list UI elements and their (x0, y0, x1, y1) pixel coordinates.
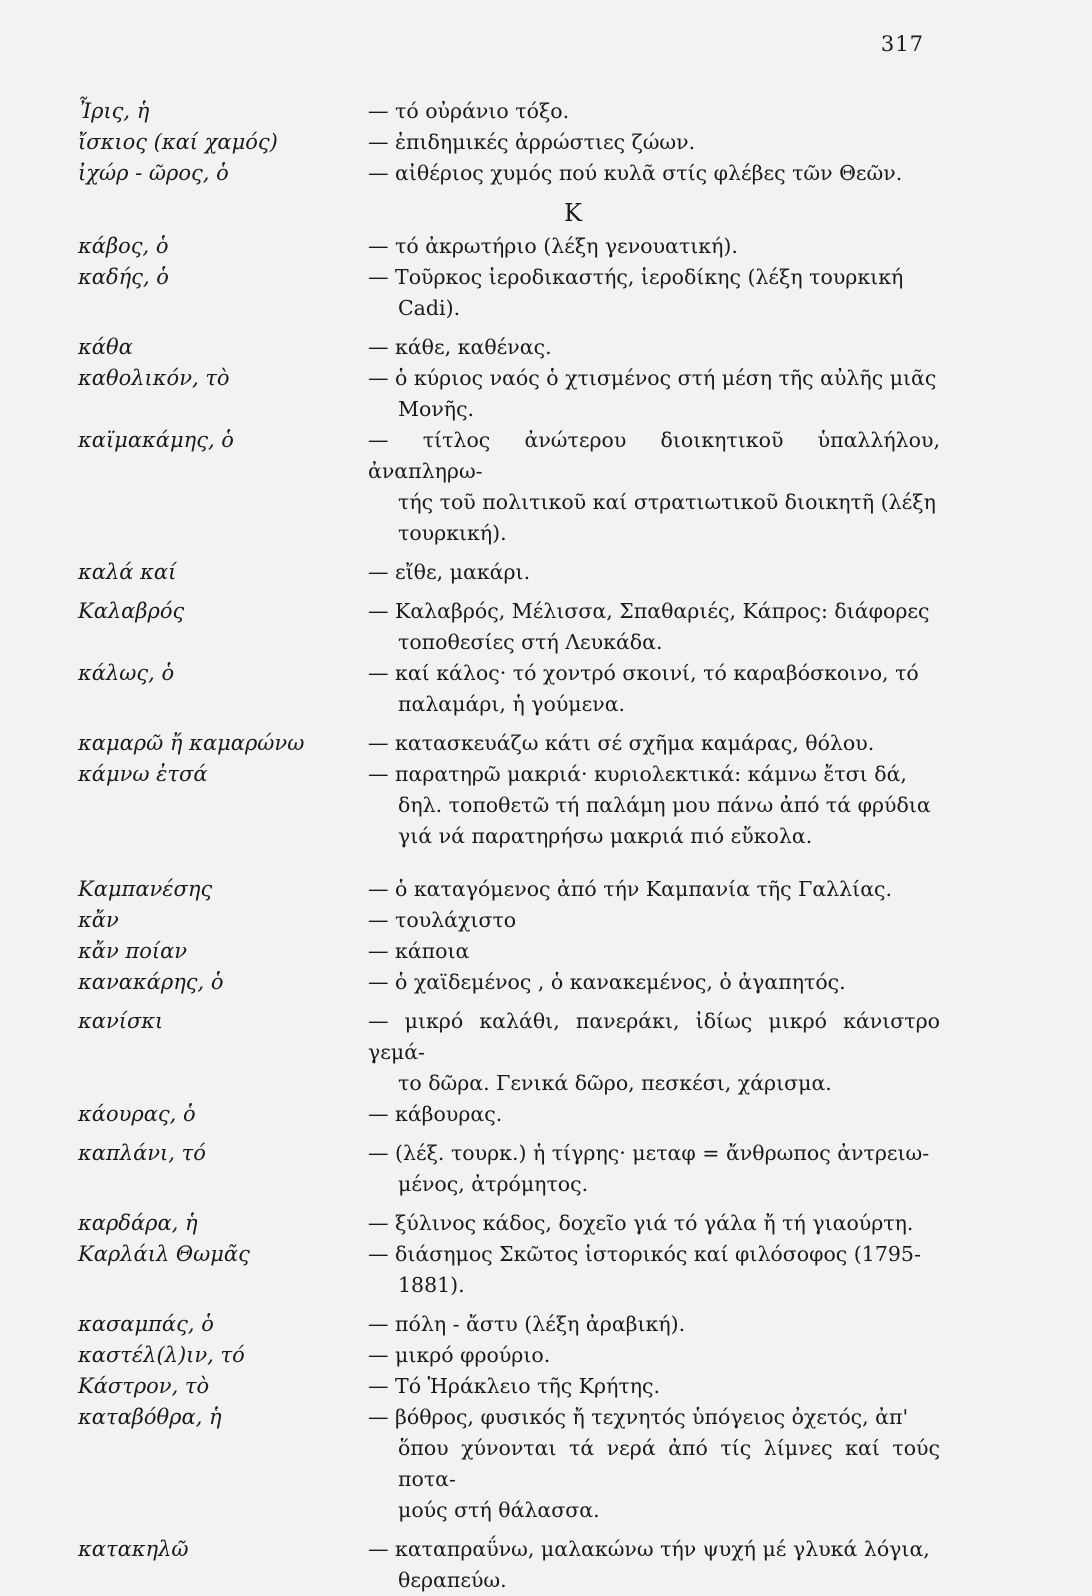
entry-term: καμαρῶ ἤ καμαρώνω (78, 731, 305, 755)
definition-line: τουρκική). (398, 521, 507, 545)
entry-term: καδής, ὁ (78, 265, 169, 289)
entry-term: ἰχώρ - ῶρος, ὁ (78, 161, 229, 185)
entry-definition (368, 363, 948, 425)
entry-term: κἄν (78, 908, 119, 932)
glossary-entry (78, 1309, 948, 1340)
entry-term: καστέλ(λ)ιν, τό (78, 1343, 245, 1367)
glossary-entry (78, 1402, 948, 1526)
entry-definition (368, 759, 948, 852)
glossary-entry (78, 1208, 948, 1239)
entry-definition (368, 231, 948, 262)
definition-line: — καί κάλος· τό χοντρό σκοινί, τό καραβόσκοινο, τό (368, 661, 919, 685)
definition-line: — κάθε, καθένας. (368, 335, 552, 359)
entry-term: καπλάνι, τό (78, 1141, 206, 1165)
glossary-entry (78, 936, 948, 967)
glossary-entry (78, 967, 948, 998)
glossary-entry (78, 557, 948, 588)
glossary-entry (78, 1006, 948, 1099)
entry-definition (368, 1309, 948, 1340)
definition-line: — κάποια (368, 939, 470, 963)
entry-definition (368, 425, 948, 549)
entry-term: κανακάρης, ὁ (78, 970, 224, 994)
entry-term: κατακηλῶ (78, 1537, 189, 1561)
glossary-entry (78, 363, 948, 425)
glossary-entry (78, 596, 948, 658)
entry-term: κἄν ποίαν (78, 939, 188, 963)
entry-term: καθολικόν, τὸ (78, 366, 230, 390)
definition-line: παλαμάρι, ἡ γούμενα. (398, 692, 626, 716)
definition-line: — παρατηρῶ μακριά· κυριολεκτικά: κάμνω ἔτσι δά, (368, 762, 907, 786)
definition-line: — μικρό φρούριο. (368, 1343, 551, 1367)
entry-definition (368, 1340, 948, 1371)
glossary-entry (78, 231, 948, 262)
entry-definition (368, 1402, 948, 1526)
definition-line: — κατασκευάζω κάτι σέ σχῆμα καμάρας, θόλου. (368, 731, 875, 755)
entry-term: κάουρας, ὁ (78, 1102, 196, 1126)
entry-term: Κάστρον, τὸ (78, 1374, 210, 1398)
entry-definition (368, 658, 948, 720)
definition-line: θεραπεύω. (398, 1568, 507, 1592)
glossary-entry (78, 905, 948, 936)
entry-definition (368, 1006, 948, 1099)
entry-definition (368, 332, 948, 363)
definition-line: μένος, ἀτρόμητος. (398, 1172, 589, 1196)
glossary-entry (78, 127, 948, 158)
glossary-entry (78, 1099, 948, 1130)
entry-definition (368, 1534, 948, 1596)
glossary-entry (78, 158, 948, 189)
glossary-entry (78, 1239, 948, 1301)
glossary-entry (78, 425, 948, 549)
entry-definition (368, 905, 948, 936)
entry-term: κασαμπάς, ὁ (78, 1312, 214, 1336)
definition-line: — εἴθε, μακάρι. (368, 560, 531, 584)
definition-line: — μικρό καλάθι, πανεράκι, ἰδίως μικρό κάνιστρο γεμά- (368, 1009, 940, 1064)
glossary-entry (78, 1340, 948, 1371)
glossary-entry (78, 1138, 948, 1200)
entry-term: Καλαβρός (78, 599, 185, 623)
glossary-entry (78, 658, 948, 720)
glossary-entry (78, 1534, 948, 1596)
entry-term: καϊμακάμης, ὁ (78, 428, 234, 452)
entry-definition (368, 967, 948, 998)
glossary-entry (78, 1371, 948, 1402)
definition-line: το δῶρα. Γενικά δῶρο, πεσκέσι, χάρισμα. (398, 1071, 832, 1095)
glossary-section-i (78, 96, 948, 189)
entry-definition (368, 1208, 948, 1239)
entry-definition (368, 262, 948, 324)
definition-line: γιά νά παρατηρήσω μακριά πιό εὔκολα. (398, 824, 813, 848)
glossary-entry (78, 262, 948, 324)
definition-line: — βόθρος, φυσικός ἤ τεχνητός ὑπόγειος ὀχετός, ἀπ' (368, 1405, 909, 1429)
glossary-entry (78, 728, 948, 759)
definition-line: — ὁ κύριος ναός ὁ χτισμένος στή μέση τῆς αὐλῆς μιᾶς (368, 366, 937, 390)
entry-term: Καρλάιλ Θωμᾶς (78, 1242, 250, 1266)
entry-definition (368, 936, 948, 967)
entry-term: Καμπανέσης (78, 877, 213, 901)
definition-line: — τίτλος ἀνώτερου διοικητικοῦ ὑπαλλήλου, ἀναπληρω- (368, 428, 940, 483)
definition-line: τής τοῦ πολιτικοῦ καί στρατιωτικοῦ διοικητῆ (λέξη (398, 490, 936, 514)
glossary-section-k (78, 231, 948, 1596)
page-number: 317 (880, 32, 924, 56)
definition-line: — πόλη - ἄστυ (λέξη ἀραβική). (368, 1312, 686, 1336)
definition-line: — ξύλινος κάδος, δοχεῖο γιά τό γάλα ἤ τή γιαούρτη. (368, 1211, 914, 1235)
entry-term: ἴσκιος (καί χαμός) (78, 130, 278, 154)
entry-term: καταβόθρα, ἡ (78, 1405, 222, 1429)
definition-line: — κάβουρας. (368, 1102, 503, 1126)
definition-line: τοποθεσίες στή Λευκάδα. (398, 630, 663, 654)
entry-definition (368, 127, 948, 158)
definition-line: — (λέξ. τουρκ.) ἡ τίγρης· μεταφ = ἄνθρωπος ἀντρειω- (368, 1141, 930, 1165)
entry-term: κάθα (78, 335, 133, 359)
glossary-entry (78, 759, 948, 852)
definition-line: — Καλαβρός, Μέλισσα, Σπαθαριές, Κάπρος: διάφορες (368, 599, 930, 623)
definition-line: — Τοῦρκος ἱεροδικαστής, ἱεροδίκης (λέξη τουρκική (368, 265, 904, 289)
entry-definition (368, 728, 948, 759)
glossary (78, 96, 948, 1596)
entry-definition (368, 158, 948, 189)
definition-line: 1881). (398, 1273, 465, 1297)
definition-line: — καταπραΰνω, μαλακώνω τήν ψυχή μέ γλυκά λόγια, (368, 1537, 930, 1561)
section-letter: Κ (564, 199, 582, 227)
entry-term: κάβος, ὁ (78, 234, 169, 258)
entry-definition (368, 596, 948, 658)
entry-definition (368, 1239, 948, 1301)
entry-term: κάμνω ἐτσά (78, 762, 208, 786)
definition-line: — τό ἀκρωτήριο (λέξη γενουατική). (368, 234, 738, 258)
definition-line: μούς στή θάλασσα. (398, 1498, 600, 1522)
definition-line: — Τό Ἡράκλειο τῆς Κρήτης. (368, 1374, 660, 1398)
glossary-entry (78, 874, 948, 905)
definition-line: ὅπου χύνονται τά νερά ἀπό τίς λίμνες καί τούς ποτα- (398, 1436, 940, 1491)
entry-definition (368, 1138, 948, 1200)
glossary-entry (78, 96, 948, 127)
entry-definition (368, 1099, 948, 1130)
entry-definition (368, 96, 948, 127)
entry-term: κάλως, ὁ (78, 661, 175, 685)
definition-line: — τό οὐράνιο τόξο. (368, 99, 570, 123)
definition-line: — ἐπιδημικές ἀρρώστιες ζώων. (368, 130, 696, 154)
definition-line: — ὁ χαϊδεμένος , ὁ κανακεμένος, ὁ ἀγαπητός. (368, 970, 846, 994)
definition-line: δηλ. τοποθετῶ τή παλάμη μου πάνω ἀπό τά φρύδια (398, 793, 931, 817)
entry-definition (368, 1371, 948, 1402)
definition-line: Μονῆς. (398, 397, 475, 421)
entry-definition (368, 874, 948, 905)
definition-line: Cadi). (398, 296, 461, 320)
definition-line: — διάσημος Σκῶτος ἱστορικός καί φιλόσοφος (1795- (368, 1242, 921, 1266)
glossary-entry (78, 332, 948, 363)
entry-definition (368, 557, 948, 588)
definition-line: — τουλάχιστο (368, 908, 517, 932)
definition-line: — αἰθέριος χυμός πού κυλᾶ στίς φλέβες τῶν Θεῶν. (368, 161, 903, 185)
entry-term: καλά καί (78, 560, 177, 584)
entry-term: Ἶρις, ἡ (78, 99, 150, 123)
entry-term: κανίσκι (78, 1009, 164, 1033)
definition-line: — ὁ καταγόμενος ἀπό τήν Καμπανία τῆς Γαλλίας. (368, 877, 893, 901)
entry-term: καρδάρα, ἡ (78, 1211, 198, 1235)
